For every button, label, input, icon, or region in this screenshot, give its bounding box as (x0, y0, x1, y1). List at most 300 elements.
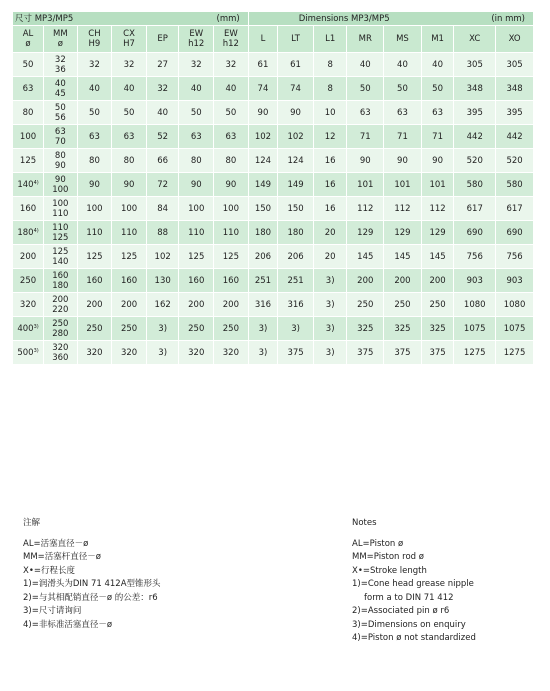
table-cell: 112 (384, 197, 422, 221)
cell-al-value: 63 (22, 83, 34, 94)
table-cell: 63 (77, 125, 112, 149)
table-cell: 325 (347, 317, 384, 341)
table-cell: 63 (179, 125, 214, 149)
table-cell: 20 (313, 245, 347, 269)
table-cell: 325 (384, 317, 422, 341)
table-cell: 112 (421, 197, 454, 221)
table-cell: 61 (278, 53, 314, 77)
table-cell: 32 (112, 53, 147, 77)
column-header-sublabel: h12 (222, 39, 239, 49)
cell-al-footnote: 4) (33, 227, 39, 234)
table-cell: 200 (77, 293, 112, 317)
table-row (13, 149, 534, 173)
cell-mm-value: 250 (52, 318, 69, 329)
cell-mm (44, 293, 78, 317)
table-cell: 90 (248, 101, 278, 125)
table-cell: 32 (77, 53, 112, 77)
cell-mm-value: 110 (52, 222, 69, 233)
table-cell: 110 (214, 221, 249, 245)
note-line: 4)=Piston ø not standardized (352, 633, 476, 643)
table-cell: 100 (77, 197, 112, 221)
table-cell: 3) (313, 341, 347, 365)
table-cell: 1075 (496, 317, 534, 341)
table-row (13, 101, 534, 125)
table-cell: 3) (278, 317, 314, 341)
table-cell: 63 (112, 125, 147, 149)
cell-al-value: 500 (17, 347, 34, 358)
table-cell: 149 (248, 173, 278, 197)
note-line: 2)=Associated pin ø r6 (352, 606, 450, 616)
column-header (146, 26, 179, 53)
table-cell: 200 (179, 293, 214, 317)
column-header-sublabel: h12 (188, 39, 205, 49)
table-row (13, 269, 534, 293)
column-header-sublabel: H9 (88, 39, 101, 49)
table-body (13, 53, 534, 365)
cell-mm-value: 45 (54, 88, 66, 99)
column-header (44, 26, 78, 53)
table-cell: 150 (248, 197, 278, 221)
dimensions-table-container (13, 12, 534, 365)
notes-english (352, 517, 476, 646)
table-cell: 63 (421, 101, 454, 125)
note-line: form a to DIN 71 412 (364, 592, 454, 603)
table-cell: 129 (384, 221, 422, 245)
column-header-label: CX (123, 29, 135, 39)
table-cell: 206 (278, 245, 314, 269)
cell-al (13, 245, 44, 269)
table-cell: 617 (496, 197, 534, 221)
table-cell: 756 (454, 245, 496, 269)
cell-mm-value: 56 (54, 112, 66, 123)
cell-mm-value: 200 (52, 294, 69, 305)
note-line: 3)=Dimensions on enquiry (352, 619, 466, 630)
table-cell: 305 (454, 53, 496, 77)
notes-chinese-lines (23, 538, 161, 633)
column-header (313, 26, 347, 53)
table-cell: 250 (112, 317, 147, 341)
header-english-title: Dimensions MP3/MP5 (298, 13, 390, 24)
table-cell: 101 (384, 173, 422, 197)
table-cell: 250 (347, 293, 384, 317)
note-line: 3)=尺寸请询问 (23, 606, 82, 616)
table-cell: 63 (214, 125, 249, 149)
table-cell: 50 (347, 77, 384, 101)
cell-mm (44, 317, 78, 341)
table-cell: 1080 (454, 293, 496, 317)
table-cell: 160 (179, 269, 214, 293)
table-cell: 10 (313, 101, 347, 125)
table-cell: 320 (179, 341, 214, 365)
table-cell: 32 (179, 53, 214, 77)
table-cell: 102 (248, 125, 278, 149)
table-cell: 250 (384, 293, 422, 317)
table-cell: 3) (313, 317, 347, 341)
cell-mm-value: 63 (54, 126, 66, 137)
note-line: X•=Stroke length (352, 565, 427, 576)
table-cell: 80 (214, 149, 249, 173)
table-cell: 72 (146, 173, 179, 197)
table-cell: 250 (421, 293, 454, 317)
table-cell: 180 (248, 221, 278, 245)
header-chinese-unit: (mm) (216, 13, 240, 24)
notes-english-title: Notes (352, 518, 377, 528)
table-cell: 251 (278, 269, 314, 293)
cell-al-value: 400 (17, 323, 34, 334)
cell-mm-value: 280 (52, 328, 69, 339)
cell-al-value: 50 (22, 59, 34, 70)
table-cell: 200 (112, 293, 147, 317)
cell-al-value: 125 (19, 155, 37, 166)
table-row (13, 317, 534, 341)
column-header (77, 26, 112, 53)
table-cell: 80 (112, 149, 147, 173)
table-cell: 348 (496, 77, 534, 101)
table-cell: 129 (421, 221, 454, 245)
table-row (13, 77, 534, 101)
column-header (454, 26, 496, 53)
column-header (496, 26, 534, 53)
cell-mm-value: 32 (54, 54, 66, 65)
table-cell: 903 (454, 269, 496, 293)
table-cell: 129 (347, 221, 384, 245)
table-cell: 40 (214, 77, 249, 101)
table-cell: 690 (496, 221, 534, 245)
table-cell: 520 (496, 149, 534, 173)
table-cell: 200 (421, 269, 454, 293)
table-cell: 40 (347, 53, 384, 77)
table-cell: 100 (179, 197, 214, 221)
cell-al-value: 180 (17, 227, 34, 238)
cell-mm (44, 101, 78, 125)
table-cell: 125 (179, 245, 214, 269)
table-cell: 375 (278, 341, 314, 365)
table-cell: 90 (77, 173, 112, 197)
note-line: AL=Piston ø (352, 538, 404, 549)
cell-al (13, 221, 44, 245)
column-header (384, 26, 422, 53)
table-cell: 110 (179, 221, 214, 245)
cell-al-footnote: 3) (33, 323, 39, 330)
table-cell: 160 (214, 269, 249, 293)
table-cell: 375 (384, 341, 422, 365)
table-cell: 200 (347, 269, 384, 293)
column-header (214, 26, 249, 53)
dimensions-table (13, 12, 534, 365)
table-cell: 71 (421, 125, 454, 149)
table-cell: 580 (496, 173, 534, 197)
column-header (248, 26, 278, 53)
table-cell: 395 (496, 101, 534, 125)
cell-mm-value: 70 (54, 136, 66, 147)
cell-al (13, 317, 44, 341)
cell-mm-value: 125 (52, 246, 69, 257)
table-cell: 316 (278, 293, 314, 317)
cell-mm (44, 269, 78, 293)
table-cell: 63 (347, 101, 384, 125)
cell-mm-value: 360 (52, 352, 69, 363)
cell-mm (44, 245, 78, 269)
table-cell: 110 (112, 221, 147, 245)
cell-mm (44, 221, 78, 245)
cell-al-footnote: 4) (33, 179, 39, 186)
table-cell: 61 (248, 53, 278, 77)
table-row (13, 341, 534, 365)
cell-al-value: 160 (19, 203, 37, 214)
table-cell: 90 (278, 101, 314, 125)
cell-al-value: 250 (19, 275, 37, 286)
table-cell: 250 (179, 317, 214, 341)
table-cell: 756 (496, 245, 534, 269)
table-cell: 100 (112, 197, 147, 221)
table-cell: 316 (248, 293, 278, 317)
table-cell: 3) (313, 269, 347, 293)
table-cell: 90 (179, 173, 214, 197)
table-cell: 40 (112, 77, 147, 101)
table-cell: 90 (347, 149, 384, 173)
table-cell: 63 (384, 101, 422, 125)
table-cell: 32 (214, 53, 249, 77)
table-cell: 112 (347, 197, 384, 221)
table-cell: 102 (278, 125, 314, 149)
table-cell: 145 (347, 245, 384, 269)
header-chinese-title: 尺寸 MP3/MP5 (15, 13, 74, 24)
cell-al-value: 100 (19, 131, 37, 142)
table-cell: 40 (146, 101, 179, 125)
table-row (13, 245, 534, 269)
table-cell: 90 (421, 149, 454, 173)
table-cell: 903 (496, 269, 534, 293)
cell-al-value: 320 (19, 299, 37, 310)
column-header-label: XC (469, 34, 481, 44)
table-cell: 100 (214, 197, 249, 221)
cell-al (13, 269, 44, 293)
table-cell: 50 (384, 77, 422, 101)
table-cell: 125 (214, 245, 249, 269)
table-cell: 16 (313, 149, 347, 173)
header-english-unit: (in mm) (491, 13, 525, 24)
table-cell: 71 (384, 125, 422, 149)
cell-mm (44, 53, 78, 77)
table-cell: 150 (278, 197, 314, 221)
cell-al (13, 173, 44, 197)
cell-al-value: 200 (19, 251, 37, 262)
cell-al (13, 53, 44, 77)
table-cell: 3) (146, 317, 179, 341)
cell-mm-value: 160 (52, 270, 69, 281)
table-cell: 102 (146, 245, 179, 269)
table-cell: 1275 (454, 341, 496, 365)
cell-mm-value: 125 (52, 232, 69, 243)
table-cell: 71 (347, 125, 384, 149)
table-row (13, 221, 534, 245)
table-cell: 520 (454, 149, 496, 173)
note-line: MM=Piston rod ø (352, 552, 424, 562)
cell-al (13, 149, 44, 173)
table-cell: 12 (313, 125, 347, 149)
cell-mm-value: 40 (54, 78, 66, 89)
table-cell: 305 (496, 53, 534, 77)
table-cell: 162 (146, 293, 179, 317)
table-cell: 395 (454, 101, 496, 125)
column-header-label: EW (189, 29, 204, 39)
table-cell: 101 (347, 173, 384, 197)
table-cell: 250 (77, 317, 112, 341)
note-line: MM=活塞杆直径－ø (23, 552, 101, 562)
note-line: X•=行程长度 (23, 565, 75, 576)
table-cell: 3) (146, 341, 179, 365)
table-cell: 617 (454, 197, 496, 221)
table-cell: 32 (146, 77, 179, 101)
table-cell: 145 (384, 245, 422, 269)
cell-mm-value: 90 (54, 160, 66, 171)
table-cell: 101 (421, 173, 454, 197)
table-cell: 40 (384, 53, 422, 77)
cell-al-value: 80 (22, 107, 34, 118)
column-header (112, 26, 147, 53)
table-cell: 16 (313, 173, 347, 197)
table-cell: 80 (77, 149, 112, 173)
table-cell: 250 (214, 317, 249, 341)
table-cell: 84 (146, 197, 179, 221)
table-cell: 40 (179, 77, 214, 101)
column-header-label: LT (291, 34, 300, 44)
table-cell: 251 (248, 269, 278, 293)
cell-mm-value: 320 (52, 342, 69, 353)
table-cell: 145 (421, 245, 454, 269)
cell-mm (44, 77, 78, 101)
note-line: 2)=与其相配销直径－ø 的公差：r6 (23, 592, 158, 603)
column-header (179, 26, 214, 53)
column-header-label: L1 (325, 34, 336, 44)
table-cell: 20 (313, 221, 347, 245)
cell-mm-value: 180 (52, 280, 69, 291)
table-column-header-row (13, 26, 534, 53)
table-cell: 124 (278, 149, 314, 173)
column-header (421, 26, 454, 53)
table-cell: 27 (146, 53, 179, 77)
table-cell: 160 (112, 269, 147, 293)
note-line: 4)=非标准活塞直径－ø (23, 619, 113, 630)
table-cell: 320 (77, 341, 112, 365)
cell-mm-value: 220 (52, 304, 69, 315)
table-cell: 442 (496, 125, 534, 149)
table-cell: 40 (77, 77, 112, 101)
table-cell: 50 (421, 77, 454, 101)
table-row (13, 197, 534, 221)
cell-al-footnote: 3) (33, 347, 39, 354)
table-cell: 3) (248, 317, 278, 341)
table-cell: 88 (146, 221, 179, 245)
table-group-header-row (13, 12, 534, 26)
table-cell: 52 (146, 125, 179, 149)
column-header-sublabel: H7 (123, 39, 135, 49)
column-header-label: CH (88, 29, 101, 39)
table-cell: 690 (454, 221, 496, 245)
table-cell: 375 (421, 341, 454, 365)
cell-mm (44, 173, 78, 197)
note-line: AL=活塞直径－ø (23, 538, 89, 549)
table-cell: 50 (214, 101, 249, 125)
notes-english-lines (352, 538, 476, 646)
column-header (13, 26, 44, 53)
table-cell: 1275 (496, 341, 534, 365)
cell-mm (44, 197, 78, 221)
table-cell: 180 (278, 221, 314, 245)
table-cell: 320 (112, 341, 147, 365)
column-header-label: L (260, 34, 266, 44)
column-header-sublabel: ø (57, 39, 63, 49)
table-cell: 160 (77, 269, 112, 293)
table-cell: 74 (248, 77, 278, 101)
table-cell: 1080 (496, 293, 534, 317)
column-header-label: MS (396, 34, 409, 44)
table-row (13, 293, 534, 317)
cell-al (13, 101, 44, 125)
table-cell: 80 (179, 149, 214, 173)
header-english (248, 12, 533, 26)
cell-mm-value: 140 (52, 256, 69, 267)
cell-al (13, 293, 44, 317)
cell-al (13, 77, 44, 101)
note-line: 1)=Cone head grease nipple (352, 579, 474, 589)
table-cell: 320 (214, 341, 249, 365)
column-header-label: EW (223, 29, 238, 39)
table-cell: 40 (421, 53, 454, 77)
column-header-label: AL (22, 29, 34, 39)
column-header (347, 26, 384, 53)
cell-mm-value: 100 (52, 198, 69, 209)
cell-mm-value: 100 (52, 184, 69, 195)
table-cell: 125 (112, 245, 147, 269)
table-cell: 16 (313, 197, 347, 221)
cell-mm (44, 149, 78, 173)
table-cell: 130 (146, 269, 179, 293)
column-header-sublabel: ø (25, 39, 31, 49)
table-cell: 8 (313, 53, 347, 77)
table-cell: 580 (454, 173, 496, 197)
cell-mm-value: 80 (54, 150, 66, 161)
notes-chinese-title: 注解 (23, 518, 41, 528)
cell-mm-value: 50 (54, 102, 66, 113)
table-cell: 66 (146, 149, 179, 173)
table-cell: 442 (454, 125, 496, 149)
table-cell: 50 (179, 101, 214, 125)
table-cell: 124 (248, 149, 278, 173)
cell-al (13, 341, 44, 365)
table-cell: 90 (112, 173, 147, 197)
table-cell: 110 (77, 221, 112, 245)
header-chinese (13, 12, 248, 26)
table-cell: 348 (454, 77, 496, 101)
table-cell: 90 (384, 149, 422, 173)
column-header (278, 26, 314, 53)
table-cell: 50 (112, 101, 147, 125)
cell-al-value: 140 (17, 179, 34, 190)
column-header-label: M1 (431, 34, 444, 44)
table-cell: 206 (248, 245, 278, 269)
cell-mm (44, 341, 78, 365)
table-cell: 1075 (454, 317, 496, 341)
table-cell: 50 (77, 101, 112, 125)
note-line: 1)=润滑头为DIN 71 412A型锥形头 (23, 579, 161, 589)
table-cell: 3) (313, 293, 347, 317)
table-cell: 375 (347, 341, 384, 365)
column-header-label: EP (157, 34, 168, 44)
table-cell: 3) (248, 341, 278, 365)
table-cell: 200 (214, 293, 249, 317)
table-cell: 325 (421, 317, 454, 341)
